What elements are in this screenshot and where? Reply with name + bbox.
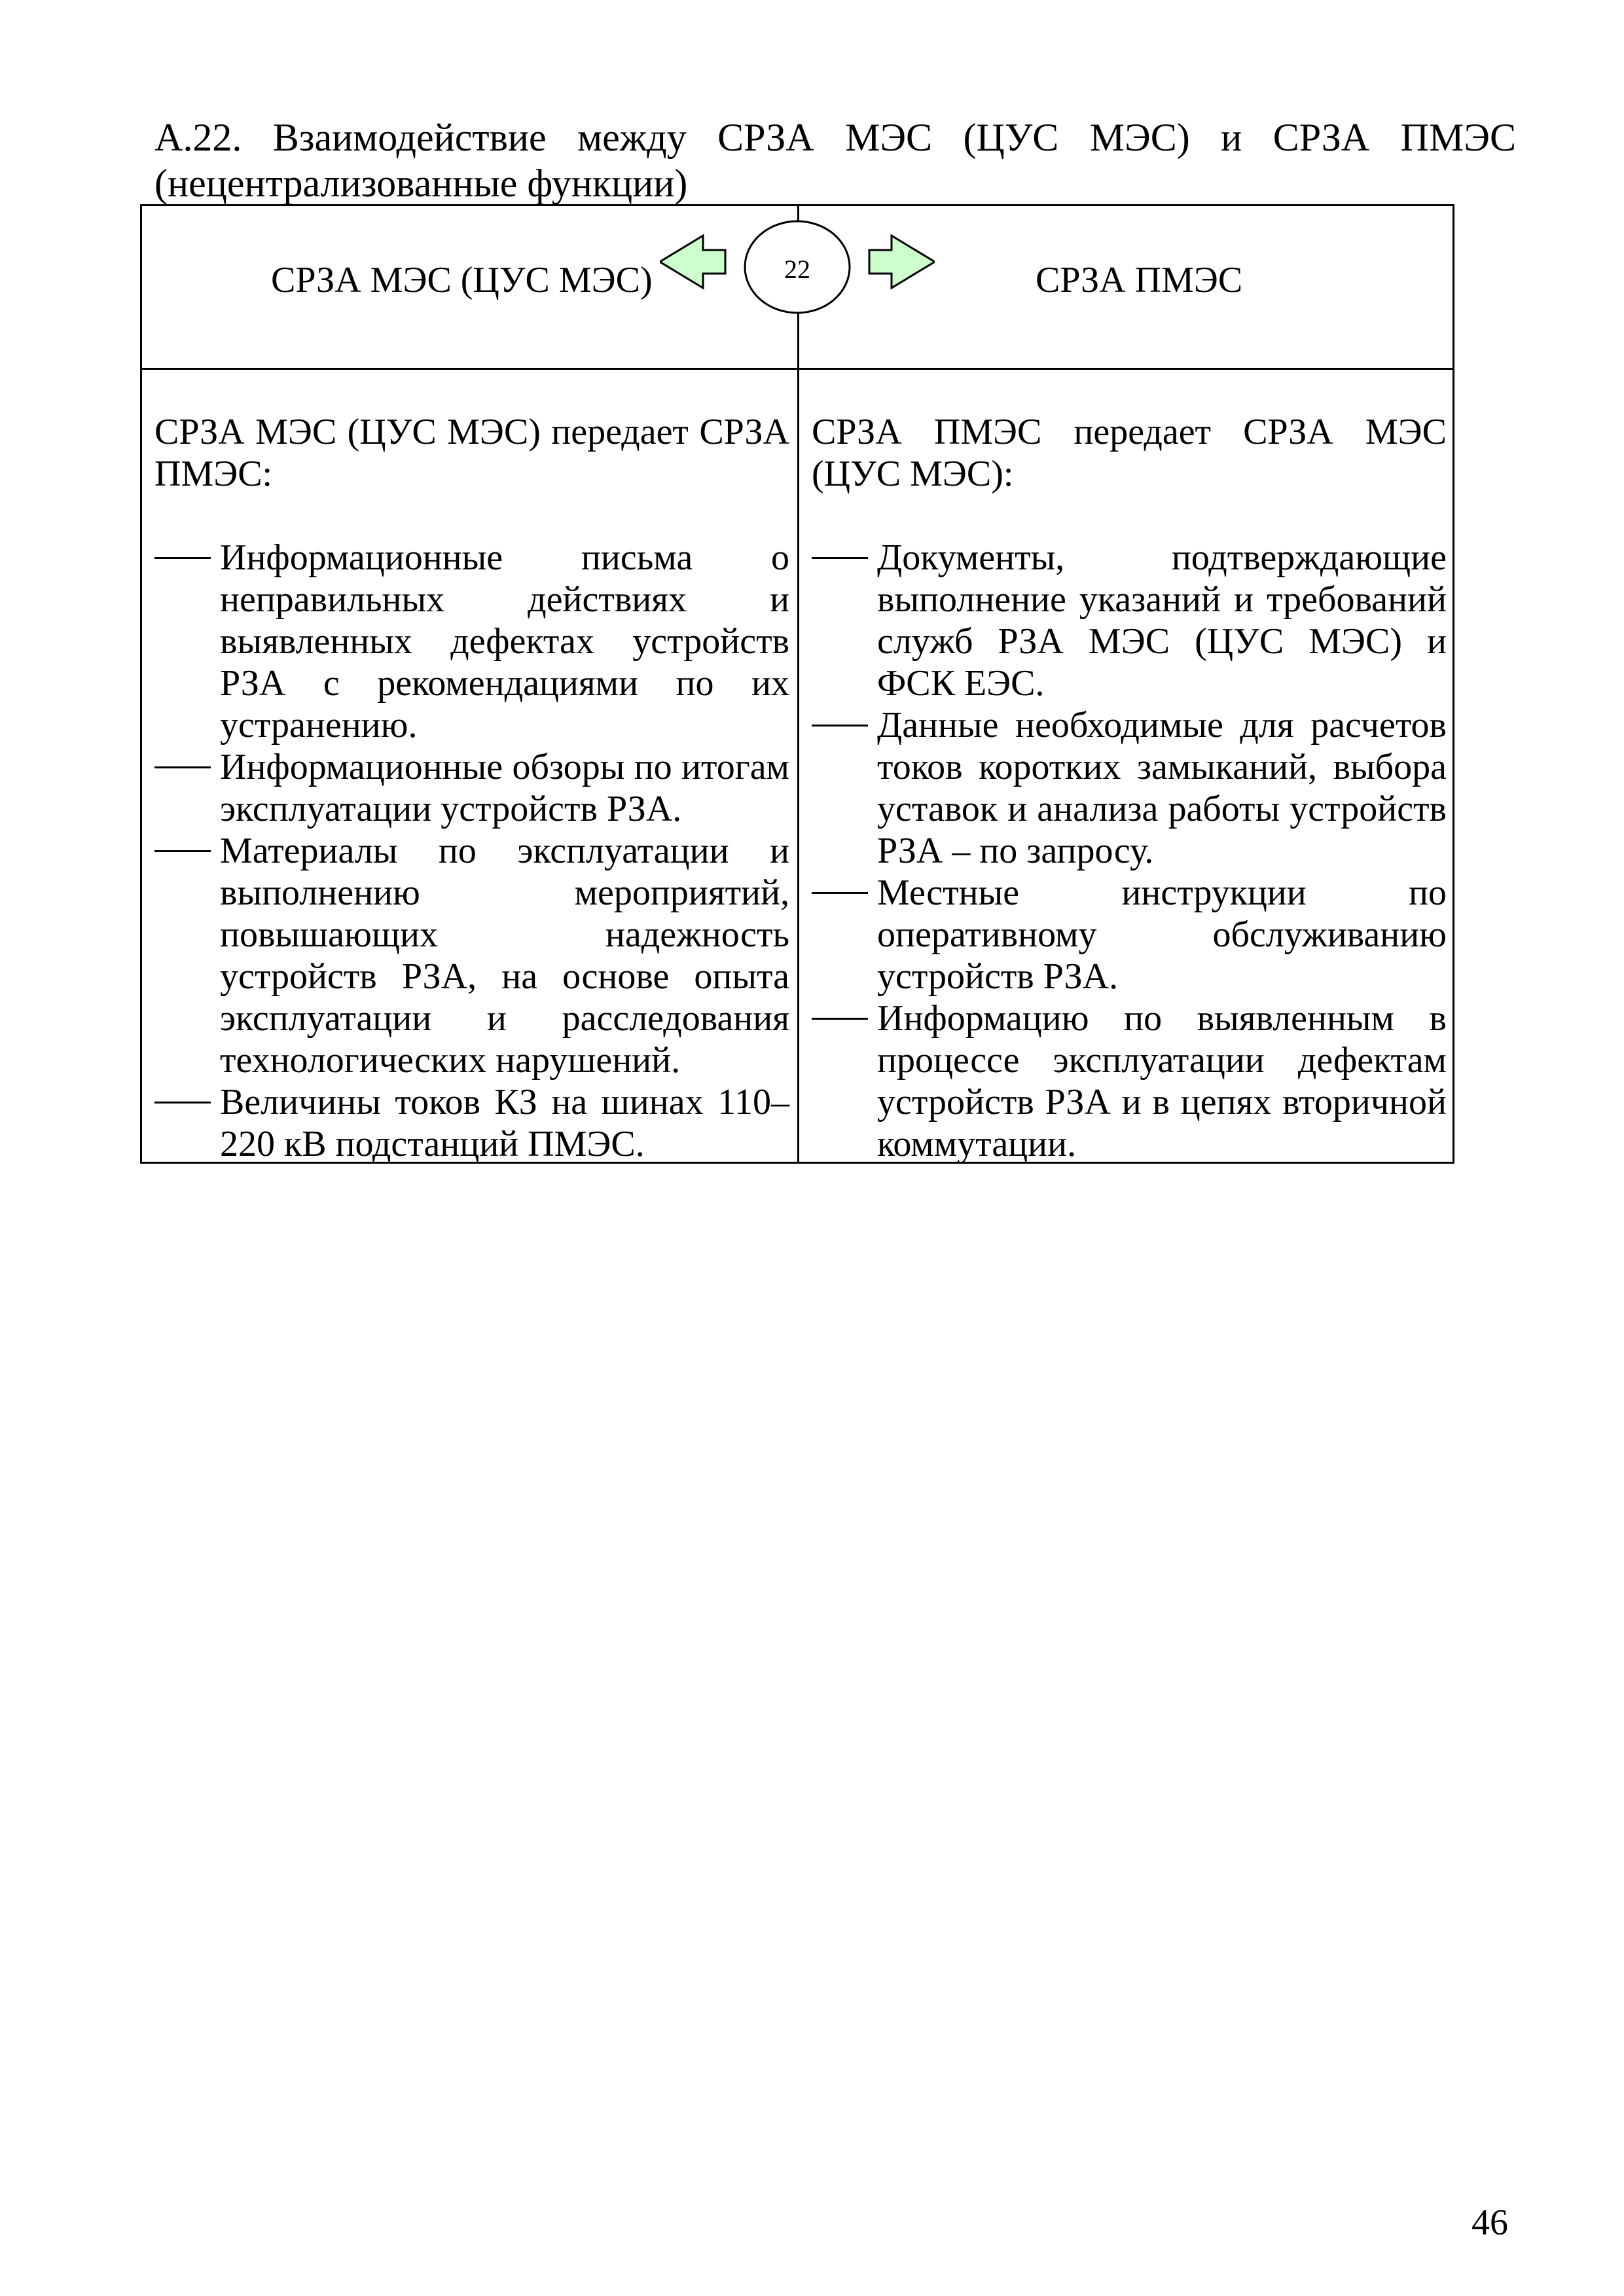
list-item	[154, 830, 789, 1081]
section-heading-subtitle: (нецентрализованные функции)	[154, 162, 688, 205]
dash-bullet-icon	[812, 1018, 868, 1020]
list-item-text: Информационные обзоры по итогам эксплуатации устройств РЗА.	[220, 747, 789, 829]
table-row-divider	[140, 368, 1454, 370]
sender-item-list	[154, 537, 789, 1165]
list-item-text: Местные инструкции по оперативному обслуживанию устройств РЗА.	[877, 872, 1447, 997]
receiver-intro: СРЗА ПМЭС передает СРЗА МЭС (ЦУС МЭС):	[812, 412, 1447, 494]
header-cell-receiver: СРЗА ПМЭС	[1036, 260, 1243, 300]
dash-bullet-icon	[812, 557, 868, 559]
list-item	[812, 704, 1447, 872]
list-item	[154, 1081, 789, 1165]
dash-bullet-icon	[812, 892, 868, 894]
list-item-text: Величины токов КЗ на шинах 110–220 кВ подстанций ПМЭС.	[220, 1082, 789, 1164]
list-item	[812, 872, 1447, 997]
dash-bullet-icon	[154, 1102, 211, 1103]
page-number: 46	[1471, 2202, 1508, 2243]
list-item-text: Документы, подтверждающие выполнение указаний и требований служб РЗА МЭС (ЦУС МЭС) и ФСК ЕЭС.	[877, 537, 1447, 704]
receiver-column	[812, 411, 1447, 1165]
receiver-item-list	[812, 537, 1447, 1165]
exchange-diagram	[660, 215, 935, 319]
exchange-number: 22	[784, 255, 810, 284]
list-item-text: Данные необходимые для расчетов токов коротких замыканий, выбора уставок и анализа работы устройств РЗА – по запросу.	[877, 705, 1447, 871]
dash-bullet-icon	[154, 850, 211, 852]
header-cell-sender: СРЗА МЭС (ЦУС МЭС)	[271, 260, 653, 300]
dash-bullet-icon	[154, 766, 211, 768]
dash-bullet-icon	[812, 725, 868, 726]
list-item-text: Информационные письма о неправильных действиях и выявленных дефектах устройств РЗА с рекомендациями по их устранению.	[220, 537, 789, 745]
sender-column	[154, 411, 789, 1165]
list-item	[812, 537, 1447, 704]
list-item	[154, 537, 789, 746]
list-item-text: Материалы по эксплуатации и выполнению мероприятий, повышающих надежность устройств РЗА, на основе опыта эксплуатации и расследования технологических нарушений.	[220, 831, 789, 1081]
dash-bullet-icon	[154, 557, 211, 559]
list-item	[812, 997, 1447, 1165]
sender-intro: СРЗА МЭС (ЦУС МЭС) передает СРЗА ПМЭС:	[154, 412, 789, 494]
section-heading: А.22. Взаимодействие между СРЗА МЭС (ЦУС МЭС) и СРЗА ПМЭС	[154, 116, 1516, 159]
list-item	[154, 746, 789, 830]
table-column-divider	[797, 204, 799, 1164]
list-item-text: Информацию по выявленным в процессе эксплуатации дефектам устройств РЗА и в цепях вторичной коммутации.	[877, 998, 1447, 1164]
